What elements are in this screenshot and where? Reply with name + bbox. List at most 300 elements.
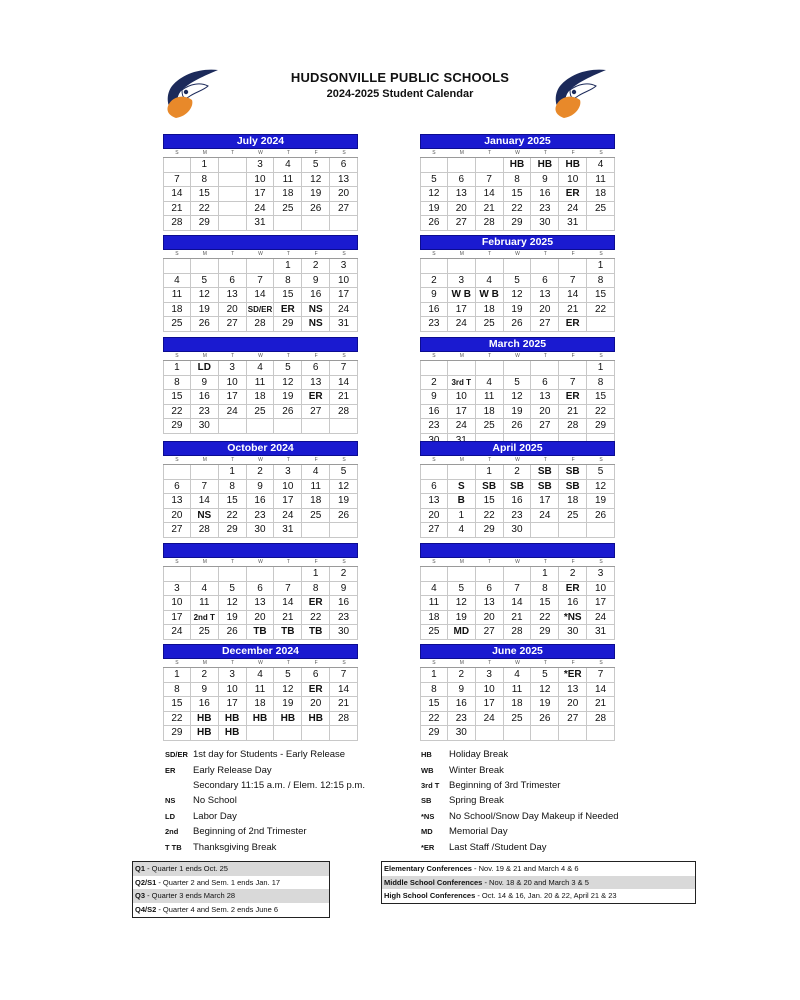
day-cell [476,361,504,376]
day-cell: 26 [274,405,302,420]
day-cell: 12 [219,596,247,611]
day-cell: ER [559,390,587,405]
conference-text: - Oct. 14 & 16, Jan. 20 & 22, April 21 & 23 [475,891,617,901]
month-calendar [163,543,358,640]
day-cell [274,216,302,231]
day-cell: 1 [476,465,504,480]
weekday-label: S [342,457,346,463]
day-cell: S [448,480,476,495]
day-cell: 25 [420,625,448,640]
weekday-label: F [314,660,318,666]
day-cell: 9 [531,173,559,188]
day-cell [219,158,247,173]
weekday-label: W [258,150,263,156]
weekday-label: T [286,251,290,257]
weekday-label: S [175,353,179,359]
weekday-label: S [342,251,346,257]
day-cell: 7 [559,274,587,289]
day-cell: 12 [587,480,615,495]
weekday-label: T [286,559,290,565]
weekday-label: S [342,353,346,359]
day-cell: 4 [247,668,275,683]
day-cell: 27 [420,523,448,538]
legend-desc: Memorial Day [449,826,508,838]
weekday-label: M [202,559,207,565]
legend-desc: Spring Break [449,795,504,807]
day-cell: B [448,494,476,509]
day-cell: HB [504,158,532,173]
day-cell [587,317,615,332]
month-title: February 2025 [420,235,615,250]
day-cell [191,259,219,274]
day-cell: 18 [559,494,587,509]
day-cell: 23 [191,405,219,420]
day-cell: 20 [531,405,559,420]
day-cell: 5 [587,465,615,480]
weekday-label: S [599,660,603,666]
legend-desc: Beginning of 2nd Trimester [193,826,307,838]
day-cell: 22 [531,611,559,626]
legend-item [421,839,619,854]
day-cell: 24 [559,202,587,217]
day-cell: 22 [163,405,191,420]
day-cell: 4 [504,668,532,683]
day-cell: HB [274,712,302,727]
day-cell [163,259,191,274]
day-cell: 4 [163,274,191,289]
day-cell: 2nd T [191,611,219,626]
day-cell: 28 [247,317,275,332]
day-cell: 27 [302,405,330,420]
day-cell: 22 [302,611,330,626]
day-cell: 2 [559,567,587,582]
day-grid [420,157,615,231]
quarter-label: Q3 [135,891,146,901]
day-cell: 13 [247,596,275,611]
day-cell: NS [302,317,330,332]
weekday-label: T [286,457,290,463]
day-cell: 25 [247,405,275,420]
day-cell: W B [448,288,476,303]
weekday-label: T [488,457,492,463]
day-cell: 13 [163,494,191,509]
day-cell: 30 [531,216,559,231]
day-cell: LD [191,361,219,376]
day-cell: 7 [559,376,587,391]
day-cell: W B [476,288,504,303]
day-cell [448,567,476,582]
day-cell: *ER [559,668,587,683]
conference-text: - Nov. 19 & 21 and March 4 & 6 [471,864,579,873]
day-cell: 15 [587,390,615,405]
legend-desc: Holiday Break [449,749,509,761]
day-cell: 28 [476,216,504,231]
day-cell: 11 [247,376,275,391]
day-cell [420,158,448,173]
weekday-label: M [202,150,207,156]
weekday-label: W [515,660,520,666]
day-cell: 24 [247,202,275,217]
weekday-label: T [543,251,547,257]
day-cell: 11 [587,173,615,188]
day-cell: 31 [274,523,302,538]
day-cell: 27 [219,317,247,332]
quarter-label: Q1 [135,864,146,873]
day-cell: 13 [219,288,247,303]
month-calendar [420,337,615,449]
day-cell: 12 [504,288,532,303]
day-cell: 30 [504,523,532,538]
day-cell [219,216,247,231]
day-cell: 22 [587,303,615,318]
weekday-label: W [515,251,520,257]
day-cell: 4 [274,158,302,173]
day-cell: 25 [587,202,615,217]
day-cell [274,419,302,434]
day-cell: 11 [163,288,191,303]
day-cell: 21 [559,303,587,318]
day-cell: 20 [531,303,559,318]
weekday-label: S [599,150,603,156]
day-cell: 12 [330,480,358,495]
day-cell: 6 [531,274,559,289]
day-cell: 15 [531,596,559,611]
weekday-label: S [432,559,436,565]
weekday-label: M [202,353,207,359]
month-title: December 2024 [163,644,358,659]
day-cell: 27 [531,419,559,434]
day-cell: TB [302,625,330,640]
weekday-label: T [231,150,235,156]
quarter-label: Q4/S2 [135,905,157,915]
day-cell: 29 [219,523,247,538]
month-title [420,543,615,558]
legend-detail: Secondary 11:15 a.m. / Elem. 12:15 p.m. [193,779,365,791]
day-cell: 21 [274,611,302,626]
day-cell: 24 [448,419,476,434]
day-cell [504,567,532,582]
day-cell: 26 [420,216,448,231]
day-cell: 1 [302,567,330,582]
weekday-label: W [258,660,263,666]
day-cell: 21 [476,202,504,217]
day-cell [476,567,504,582]
weekday-header [163,250,358,258]
month-title [163,235,358,250]
day-cell: 18 [163,303,191,318]
day-cell: 6 [247,582,275,597]
day-cell: 24 [531,509,559,524]
month-title: October 2024 [163,441,358,456]
day-cell: 25 [163,317,191,332]
weekday-label: W [258,559,263,565]
legend-item [421,793,619,808]
day-cell: 11 [247,683,275,698]
day-cell: 14 [163,187,191,202]
day-cell: 29 [274,317,302,332]
day-cell [302,216,330,231]
day-cell: 23 [531,202,559,217]
day-cell [587,216,615,231]
day-cell: 13 [302,376,330,391]
day-cell: 18 [302,494,330,509]
month-calendar [420,235,615,332]
day-cell [247,567,275,582]
day-cell: 1 [274,259,302,274]
day-cell [531,726,559,741]
day-cell: 24 [476,712,504,727]
conference-label: High School Conferences [384,891,476,901]
day-cell: 25 [476,317,504,332]
day-cell: 14 [247,288,275,303]
day-cell: 21 [163,202,191,217]
legend-item [421,762,619,777]
day-cell: 30 [191,419,219,434]
day-cell: HB [191,726,219,741]
day-cell: 2 [247,465,275,480]
day-cell [476,726,504,741]
day-cell: 8 [587,376,615,391]
day-cell: 19 [504,303,532,318]
day-cell [191,465,219,480]
day-cell [219,419,247,434]
legend-desc: Winter Break [449,764,504,776]
day-cell: SD/ER [247,303,275,318]
day-cell: 4 [191,582,219,597]
quarters-box [132,861,330,918]
legend-item [165,824,365,839]
day-cell: 19 [302,187,330,202]
day-grid [163,360,358,434]
day-cell: 1 [587,361,615,376]
month-calendar [163,235,358,332]
day-cell: 25 [302,509,330,524]
day-cell: 25 [191,625,219,640]
day-cell [163,567,191,582]
legend-code: NS [165,796,176,806]
weekday-label: T [543,353,547,359]
weekday-label: W [515,353,520,359]
day-cell: 16 [302,288,330,303]
day-cell: 22 [191,202,219,217]
day-cell [302,726,330,741]
day-grid [163,464,358,538]
day-cell [302,419,330,434]
day-cell: 11 [191,596,219,611]
day-cell: 7 [476,173,504,188]
day-cell: 29 [531,625,559,640]
day-cell: 22 [476,509,504,524]
day-cell: 19 [219,611,247,626]
day-cell: 10 [448,390,476,405]
day-grid [420,464,615,538]
legend-desc: Beginning of 3rd Trimester [449,779,561,791]
weekday-label: F [571,353,575,359]
day-cell [420,361,448,376]
legend-item [165,762,365,777]
day-cell: 3 [587,567,615,582]
day-cell: 20 [247,611,275,626]
day-cell: 29 [163,726,191,741]
weekday-label: T [543,457,547,463]
day-cell: SB [476,480,504,495]
day-cell: 29 [163,419,191,434]
quarter-row [133,889,329,903]
month-calendar [420,134,615,231]
weekday-label: T [543,559,547,565]
day-cell: 5 [420,173,448,188]
day-cell: 7 [247,274,275,289]
day-cell: 22 [163,712,191,727]
day-cell: 15 [504,187,532,202]
weekday-label: T [286,660,290,666]
conference-row [382,876,695,890]
day-cell: 10 [219,683,247,698]
day-cell: 7 [330,361,358,376]
weekday-label: T [488,150,492,156]
day-cell: 6 [302,668,330,683]
day-cell: 20 [302,697,330,712]
day-cell: ER [559,187,587,202]
day-cell [191,567,219,582]
day-cell: 5 [531,668,559,683]
day-cell: 27 [476,625,504,640]
day-cell [219,567,247,582]
day-cell: 5 [302,158,330,173]
month-calendar [163,441,358,538]
weekday-label: F [314,150,318,156]
weekday-label: W [515,457,520,463]
day-cell: 16 [420,405,448,420]
day-cell: 24 [163,625,191,640]
day-cell: HB [531,158,559,173]
day-cell: 6 [531,376,559,391]
day-cell [247,419,275,434]
day-cell: 5 [274,668,302,683]
day-cell [476,259,504,274]
day-cell: 27 [531,317,559,332]
day-cell [448,158,476,173]
day-cell: 31 [330,317,358,332]
day-cell: 5 [191,274,219,289]
day-cell: 4 [448,523,476,538]
day-cell: 12 [420,187,448,202]
day-cell: 17 [587,596,615,611]
day-cell: 25 [504,712,532,727]
day-cell [476,158,504,173]
weekday-label: M [459,559,464,565]
month-calendar [163,134,358,231]
day-cell: 12 [191,288,219,303]
day-cell: 4 [302,465,330,480]
month-calendar [420,441,615,538]
day-cell: 10 [219,376,247,391]
day-cell: 20 [219,303,247,318]
day-cell: 23 [420,317,448,332]
day-cell [274,726,302,741]
day-cell: 6 [420,480,448,495]
weekday-label: S [342,660,346,666]
day-cell: 16 [531,187,559,202]
day-cell: 10 [559,173,587,188]
day-cell: 6 [476,582,504,597]
quarter-text: - Quarter 2 and Sem. 1 ends Jan. 17 [156,877,281,887]
day-cell: HB [219,726,247,741]
day-cell: SB [504,480,532,495]
day-cell: 19 [448,611,476,626]
quarter-row [133,876,329,890]
day-cell: 7 [163,173,191,188]
day-cell: SB [531,465,559,480]
day-cell: 16 [448,697,476,712]
day-cell: 26 [504,419,532,434]
day-cell: 15 [587,288,615,303]
day-cell: NS [191,509,219,524]
day-cell: 14 [504,596,532,611]
day-cell: 24 [274,509,302,524]
day-cell: 7 [274,582,302,597]
weekday-header [420,352,615,360]
month-title: July 2024 [163,134,358,149]
day-cell: 1 [163,361,191,376]
day-cell: 19 [274,390,302,405]
day-cell: 8 [504,173,532,188]
weekday-header [163,659,358,667]
month-title: January 2025 [420,134,615,149]
weekday-header [163,352,358,360]
day-cell: 22 [504,202,532,217]
weekday-label: F [571,150,575,156]
day-cell: 31 [559,216,587,231]
day-cell: 17 [219,697,247,712]
day-cell: 15 [219,494,247,509]
day-cell: 26 [302,202,330,217]
day-cell: 20 [476,611,504,626]
legend-desc: No School/Snow Day Makeup if Needed [449,810,619,822]
weekday-label: S [175,559,179,565]
day-cell: 3 [476,668,504,683]
day-cell: MD [448,625,476,640]
month-calendar [420,543,615,640]
day-cell: HB [302,712,330,727]
day-cell: 3 [163,582,191,597]
quarter-label: Q2/S1 [135,877,157,887]
day-cell [219,187,247,202]
day-cell: 21 [587,697,615,712]
day-cell: 22 [219,509,247,524]
day-cell: 13 [531,288,559,303]
day-cell: 8 [531,582,559,597]
weekday-label: M [459,457,464,463]
day-cell: 20 [559,697,587,712]
weekday-label: S [599,353,603,359]
day-cell: 17 [476,697,504,712]
weekday-label: S [175,251,179,257]
day-cell: 20 [163,509,191,524]
day-cell: 20 [330,187,358,202]
quarter-row [133,862,329,876]
weekday-label: W [258,353,263,359]
weekday-label: M [459,660,464,666]
day-cell [247,726,275,741]
day-cell: HB [191,712,219,727]
day-cell: 17 [274,494,302,509]
weekday-label: T [231,353,235,359]
eagle-head-icon [548,66,610,122]
day-cell: 13 [476,596,504,611]
day-cell: 16 [191,697,219,712]
legend-item [165,809,365,824]
